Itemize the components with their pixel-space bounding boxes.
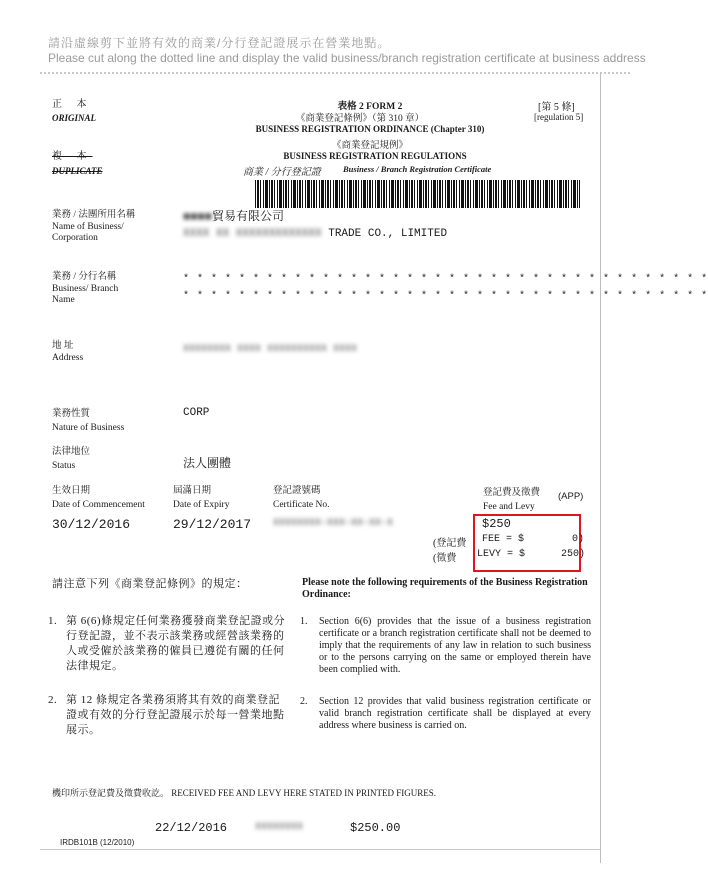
- fee-label-en: Fee and Levy: [483, 502, 535, 512]
- status-label-en: Status: [52, 461, 76, 471]
- expiry-value: 29/12/2017: [173, 517, 252, 532]
- cut-instruction-zh: 請沿虛線剪下並將有效的商業/分行登記證展示在營業地點。: [48, 36, 391, 50]
- cert-title-zh: 商業 / 分行登記證: [243, 167, 321, 178]
- certificate-right-border: [600, 73, 601, 863]
- receipt-date: 22/12/2016: [155, 821, 228, 835]
- receipt-redacted: XXXXXXXX: [255, 822, 304, 833]
- name-label-en: Name of Business/ Corporation: [52, 222, 124, 243]
- receipt-text-zh: 機印所示登記費及徵費收訖。: [52, 788, 170, 798]
- regulation-en: [regulation 5]: [534, 112, 584, 122]
- levy-line: LEVY = $ 250): [477, 549, 586, 560]
- expiry-label-zh: 屆滿日期: [173, 486, 212, 496]
- duplicate-label-en: DUPLICATE: [52, 166, 103, 176]
- fee-total: $250: [482, 517, 511, 531]
- original-label-en: ORIGINAL: [52, 113, 97, 123]
- nature-label-zh: 業務性質: [52, 409, 91, 419]
- notes-heading-en: Please note the following requirements of the Business Registration Ordinance:: [302, 577, 588, 600]
- branch-stars-2: * * * * * * * * * * * * * * * * * * * * * * * * * * * * * * * * * * * * * *: [183, 291, 708, 302]
- cert-no-label-zh: 登記證號碼: [273, 486, 321, 496]
- address-redacted: XXXXXXXX XXXX XXXXXXXXXX XXXX: [183, 344, 358, 355]
- receipt-amount: $250.00: [350, 821, 401, 835]
- rule-zh: [第 5 條]: [538, 102, 575, 113]
- branch-label-zh: 業務 / 分行名稱: [52, 272, 117, 282]
- form-code: IRDB101B (12/2010): [60, 838, 135, 847]
- name-en: TRADE CO., LIMITED: [328, 228, 448, 240]
- fee-line-label-zh: (登記費: [433, 538, 467, 549]
- note2-en: Section 12 provides that valid business registration certificate or valid branch registration certificate shall be displayed at every address where business is carried on.: [319, 696, 591, 731]
- nature-value: CORP: [183, 407, 210, 419]
- regulations-en: BUSINESS REGISTRATION REGULATIONS: [283, 151, 467, 161]
- address-label-en: Address: [52, 353, 84, 363]
- branch-label-en: Business/ Branch Name: [52, 284, 119, 305]
- form-number: 表格 2 FORM 2: [337, 102, 403, 112]
- name-zh-redacted: ■■■■: [183, 209, 212, 223]
- note2-number-en: 2.: [300, 696, 308, 707]
- fee-line: FEE = $ 0): [482, 534, 585, 545]
- notes-heading-zh: 請注意下列《商業登記條例》的規定：: [52, 578, 248, 590]
- duplicate-label-zh: 複 本: [52, 151, 93, 162]
- fee-label-zh: 登記費及徵費: [483, 488, 541, 498]
- bottom-border: [40, 849, 600, 850]
- note1-en: Section 6(6) provides that the issue of a business registration certificate or a branch registration certificate shall not be deemed to imply that the requirements of any law in relation to such business or to the persons carrying on the same or employed therein have been complied with.: [319, 616, 591, 675]
- note1-number-en: 1.: [300, 616, 308, 627]
- name-zh: 貿易有限公司: [212, 209, 285, 223]
- commence-label-zh: 生效日期: [52, 486, 91, 496]
- branch-stars-1: * * * * * * * * * * * * * * * * * * * * * * * * * * * * * * * * * * * * * *: [183, 274, 708, 285]
- note2-number-zh: 2.: [48, 694, 58, 706]
- barcode: [255, 180, 580, 208]
- commence-label-en: Date of Commencement: [52, 500, 145, 510]
- ordinance-zh: 《商業登記條例》（第 310 章）: [295, 114, 425, 124]
- cert-no-label-en: Certificate No.: [273, 500, 330, 510]
- regulations-zh: 《商業登記規例》: [331, 141, 408, 151]
- receipt-text-en: RECEIVED FEE AND LEVY HERE STATED IN PRINTED FIGURES.: [171, 788, 436, 798]
- address-label-zh: 地 址: [52, 341, 74, 351]
- dotted-cut-line: [40, 72, 630, 74]
- cert-no-redacted: XXXXXXXX-XXX-XX-XX-X: [273, 518, 394, 529]
- cert-title-en: Business / Branch Registration Certificate: [343, 164, 492, 174]
- status-value: 法人團體: [183, 456, 232, 470]
- name-label-zh: 業務 / 法團所用名稱: [52, 210, 136, 220]
- note2-zh: 第 12 條規定各業務須將其有效的商業登記證或有效的分行登記證展示於每一營業地點展示。: [66, 694, 285, 736]
- name-en-redacted: XXXX XX XXXXXXXXXXXXX: [183, 228, 322, 240]
- cut-instruction-en: Please cut along the dotted line and display the valid business/branch registration certificate at business address: [48, 51, 646, 65]
- expiry-label-en: Date of Expiry: [173, 500, 230, 510]
- original-label-zh: 正 本: [52, 99, 93, 110]
- ordinance-en: BUSINESS REGISTRATION ORDINANCE (Chapter 310): [255, 124, 485, 134]
- commence-value: 30/12/2016: [52, 517, 131, 532]
- status-label-zh: 法律地位: [52, 447, 91, 457]
- note1-zh: 第 6(6)條規定任何業務獲發商業登記證或分行登記證，並不表示該業務或經營該業務的人或受僱於該業務的僱員已遵從有關的任何法律規定。: [66, 615, 286, 672]
- app-marker: (APP): [558, 491, 584, 502]
- note1-number-zh: 1.: [48, 615, 58, 627]
- levy-line-label-zh: (徵費: [433, 553, 457, 564]
- nature-label-en: Nature of Business: [52, 423, 125, 433]
